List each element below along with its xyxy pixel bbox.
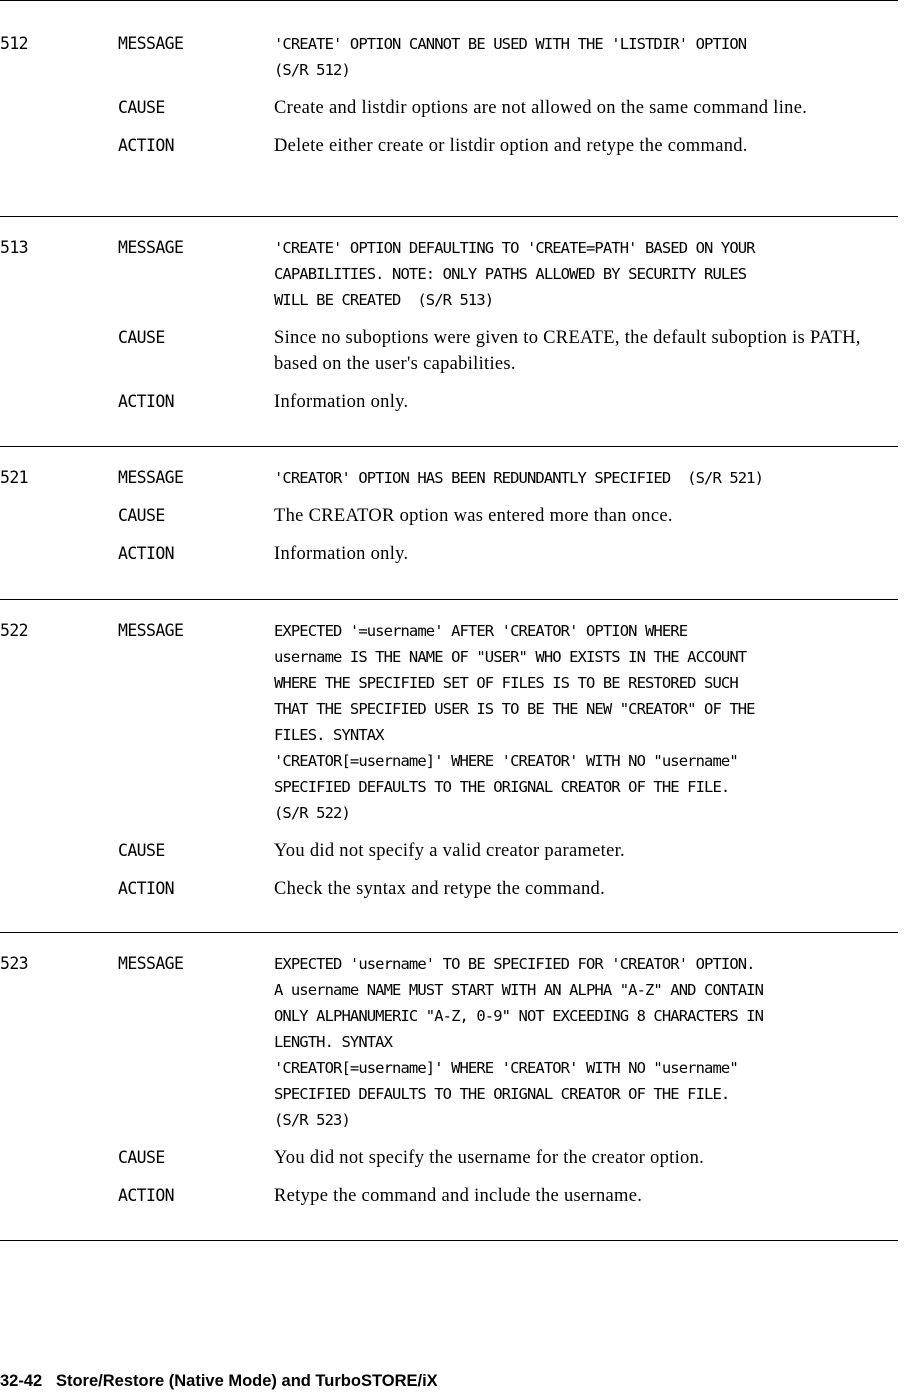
message-text: 'CREATE' OPTION CANNOT BE USED WITH THE 'LISTDIR' OPTION (S/R 512) xyxy=(274,35,747,79)
action-label: ACTION xyxy=(118,392,175,411)
cause-row xyxy=(0,503,906,529)
action-label: ACTION xyxy=(118,136,175,155)
action-text: Retype the command and include the username. xyxy=(274,1186,643,1206)
action-text: Check the syntax and retype the command. xyxy=(274,879,606,899)
entry-divider xyxy=(0,216,898,217)
cause-row xyxy=(0,1145,906,1171)
cause-label: CAUSE xyxy=(118,506,165,525)
message-number: 513 xyxy=(0,238,29,257)
message-label: MESSAGE xyxy=(118,238,184,257)
bottom-rule xyxy=(0,1240,898,1241)
cause-text: You did not specify a valid creator parameter. xyxy=(274,841,625,861)
cause-text: The CREATOR option was entered more than once. xyxy=(274,506,673,526)
message-entry-513 xyxy=(0,235,906,415)
entry-divider xyxy=(0,446,898,447)
cause-text: You did not specify the username for the creator option. xyxy=(274,1148,705,1168)
action-text: Information only. xyxy=(274,544,409,564)
cause-row xyxy=(0,325,906,377)
message-row xyxy=(0,31,906,83)
message-text: 'CREATE' OPTION DEFAULTING TO 'CREATE=PATH' BASED ON YOUR CAPABILITIES. NOTE: ONLY PATHS ALLOWED BY SECURITY RULES WILL BE CREATED (S/R 513) xyxy=(274,239,755,309)
message-text: EXPECTED 'username' TO BE SPECIFIED FOR 'CREATOR' OPTION. A username NAME MUST START WITH AN ALPHA "A-Z" AND CONTAIN ONLY ALPHANUMERIC "A-Z, 0-9" NOT EXCEEDING 8 CHARACTERS IN LENGTH. SYNTAX 'CREATOR[=username]' WHERE 'CREATOR' WITH NO "username" SPECIFIED DEFAULTS TO THE ORIGNAL CREATOR OF THE FILE. (S/R 523) xyxy=(274,955,764,1129)
action-label: ACTION xyxy=(118,1186,175,1205)
entry-divider xyxy=(0,599,898,600)
entry-divider xyxy=(0,932,898,933)
action-row xyxy=(0,876,906,902)
message-row xyxy=(0,951,906,1133)
message-entry-523 xyxy=(0,951,906,1209)
action-row xyxy=(0,541,906,567)
cause-label: CAUSE xyxy=(118,328,165,347)
action-text: Delete either create or listdir option and retype the command. xyxy=(274,136,748,156)
message-label: MESSAGE xyxy=(118,34,184,53)
message-number: 521 xyxy=(0,468,29,487)
page-footer xyxy=(0,1368,438,1394)
cause-text: Create and listdir options are not allowed on the same command line. xyxy=(274,98,808,118)
action-row xyxy=(0,1183,906,1209)
message-entry-512 xyxy=(0,31,906,159)
action-row xyxy=(0,389,906,415)
action-label: ACTION xyxy=(118,544,175,563)
message-row xyxy=(0,235,906,313)
running-title: Store/Restore (Native Mode) and TurboSTORE/iX xyxy=(55,1372,438,1390)
message-label: MESSAGE xyxy=(118,954,184,973)
message-label: MESSAGE xyxy=(118,621,184,640)
message-number: 522 xyxy=(0,621,29,640)
cause-label: CAUSE xyxy=(118,841,165,860)
message-text: EXPECTED '=username' AFTER 'CREATOR' OPTION WHERE username IS THE NAME OF "USER" WHO EXISTS IN THE ACCOUNT WHERE THE SPECIFIED SET OF FILES IS TO BE RESTORED SUCH THAT THE SPECIFIED USER IS TO BE THE NEW "CREATOR" OF THE FILES. SYNTAX 'CREATOR[=username]' WHERE 'CREATOR' WITH NO "username" SPECIFIED DEFAULTS TO THE ORIGNAL CREATOR OF THE FILE. (S/R 522) xyxy=(274,622,755,822)
cause-label: CAUSE xyxy=(118,1148,165,1167)
cause-text: Since no suboptions were given to CREATE, the default suboption is PATH, based on the user's capabilities. xyxy=(274,328,861,374)
message-entry-521 xyxy=(0,465,906,567)
page-number: 32-42 xyxy=(0,1372,43,1390)
top-rule xyxy=(0,0,898,1)
message-text: 'CREATOR' OPTION HAS BEEN REDUNDANTLY SPECIFIED (S/R 521) xyxy=(274,469,764,487)
message-entry-522 xyxy=(0,618,906,902)
action-label: ACTION xyxy=(118,879,175,898)
cause-row xyxy=(0,95,906,121)
cause-row xyxy=(0,838,906,864)
action-row xyxy=(0,133,906,159)
message-row xyxy=(0,618,906,826)
message-number: 512 xyxy=(0,34,29,53)
cause-label: CAUSE xyxy=(118,98,165,117)
message-row xyxy=(0,465,906,491)
action-text: Information only. xyxy=(274,392,409,412)
message-label: MESSAGE xyxy=(118,468,184,487)
message-number: 523 xyxy=(0,954,29,973)
